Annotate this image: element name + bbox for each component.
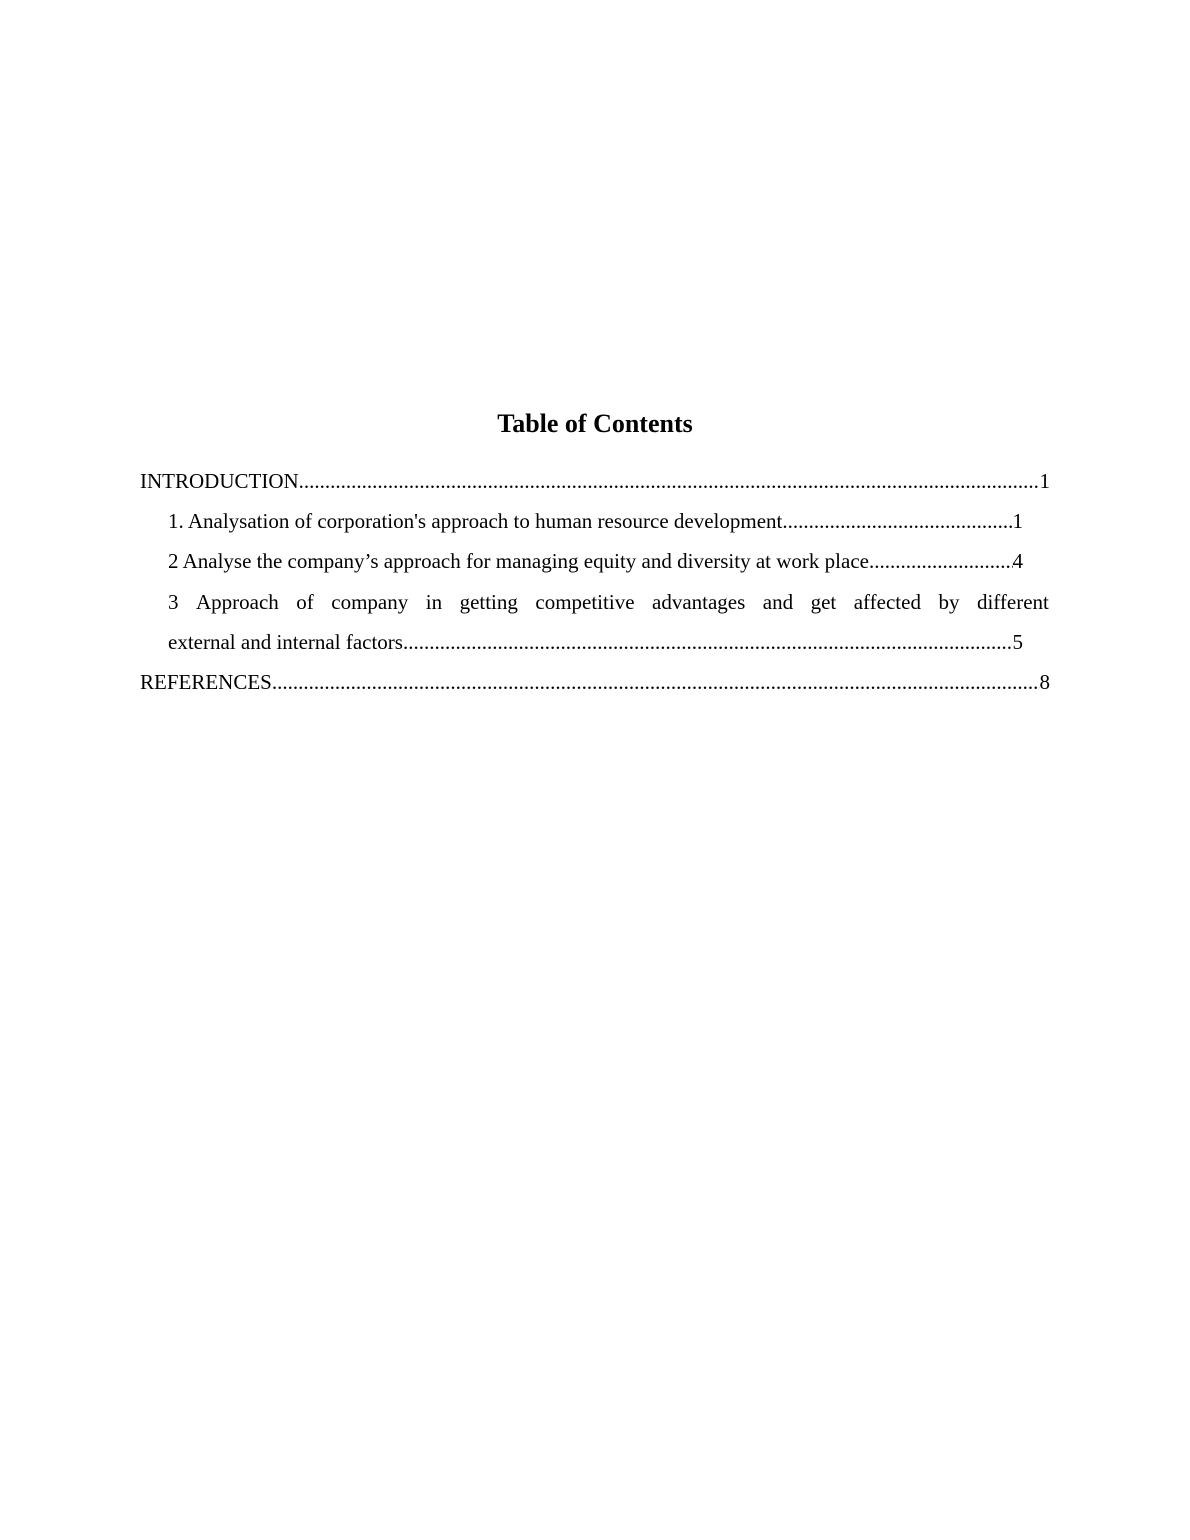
toc-entry-word: company (331, 590, 409, 614)
toc-entry-page: 8 (1039, 670, 1050, 694)
toc-entry-page: 1 (1012, 509, 1023, 533)
toc-entry-section-2[interactable] (168, 547, 1023, 575)
toc-entry-label: external and internal factors (168, 630, 403, 654)
toc-entry-word: getting (459, 590, 518, 614)
toc-leader-dots (403, 628, 1013, 656)
toc-entry-word: advantages (652, 590, 746, 614)
toc-entry-word: of (296, 590, 314, 614)
toc-entry-label: INTRODUCTION (140, 469, 299, 493)
toc-entry-word: and (762, 590, 794, 614)
toc-entry-references[interactable] (140, 668, 1050, 696)
toc-entry-introduction[interactable] (140, 467, 1050, 495)
toc-entry-section-3-line2[interactable] (168, 628, 1023, 656)
toc-entry-page: 5 (1012, 630, 1023, 654)
toc-entry-label: REFERENCES (140, 670, 272, 694)
toc-entry-word: get (810, 590, 837, 614)
toc-entry-label: 1. Analysation of corporation's approach to human resource development (168, 509, 783, 533)
toc-entry-label: 2 Analyse the company’s approach for managing equity and diversity at work place (168, 549, 869, 573)
toc-leader-dots (782, 507, 1012, 535)
toc-entry-word: different (976, 590, 1049, 614)
toc-entry-word: competitive (535, 590, 635, 614)
toc-entry-word: by (938, 590, 960, 614)
toc-entry-page: 1 (1039, 469, 1050, 493)
toc-leader-dots (869, 547, 1013, 575)
toc-entry-section-3-line1[interactable] (168, 588, 1049, 616)
toc-leader-dots (299, 467, 1040, 495)
toc-entry-word: Approach (195, 590, 279, 614)
toc-title: Table of Contents (497, 409, 693, 438)
toc-entry-page: 4 (1012, 549, 1023, 573)
toc-entry-word: affected (853, 590, 921, 614)
toc-entry-word: in (425, 590, 443, 614)
toc-entry-section-1[interactable] (168, 507, 1023, 535)
toc-entry-word: 3 (168, 590, 179, 614)
toc-leader-dots (272, 668, 1040, 696)
